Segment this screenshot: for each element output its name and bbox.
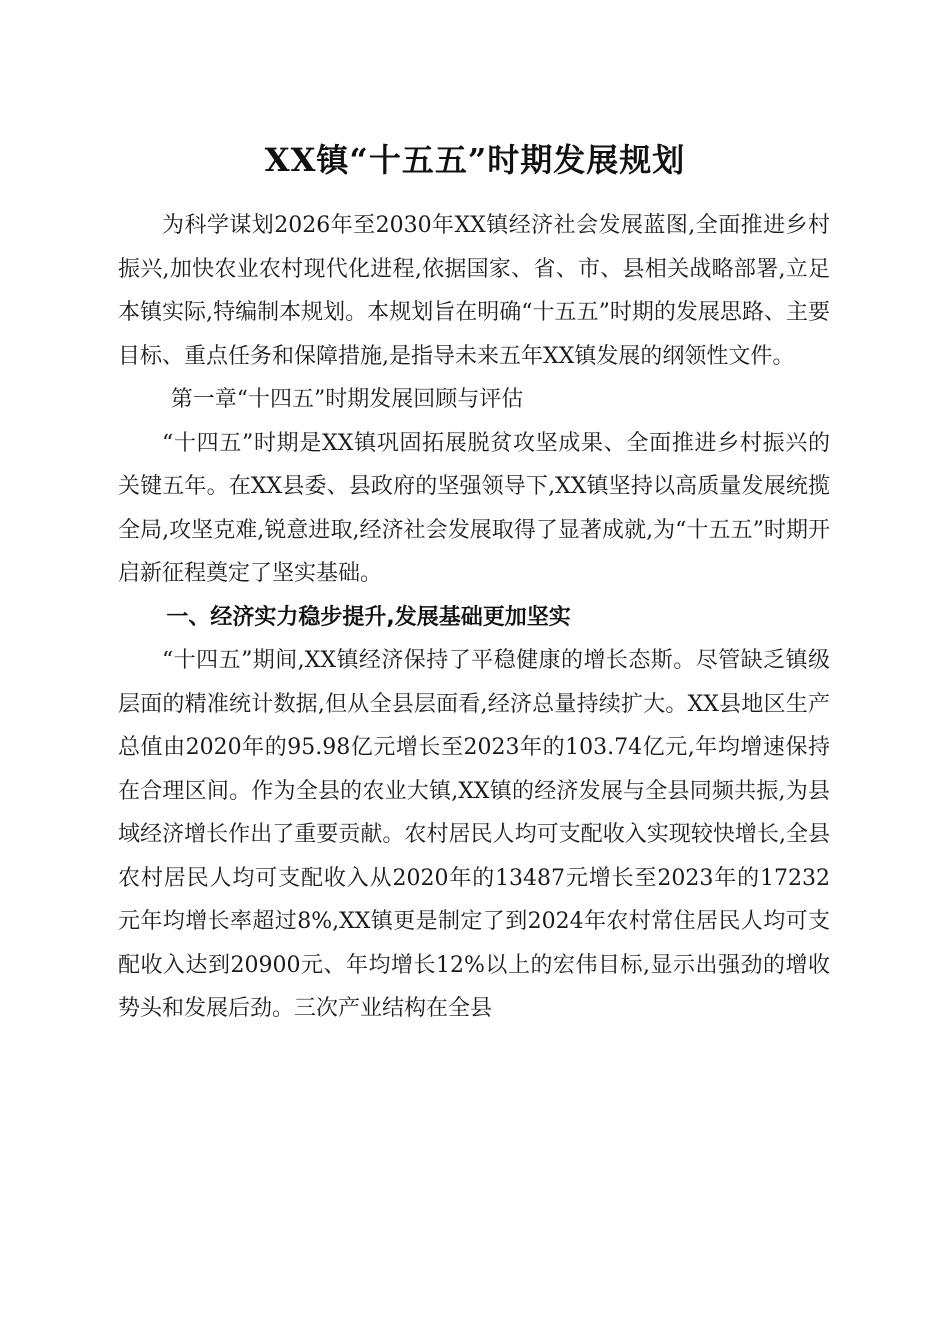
intro-paragraph: 为科学谋划2026年至2030年XX镇经济社会发展蓝图,全面推进乡村振兴,加快农业农村现代化进程,依据国家、省、市、县相关战略部署,立足本镇实际,特编制本规划。本规划旨在明确“十五五”时期的发展思路、主要目标、重点任务和保障措施,是指导未来五年XX镇发展的纲领性文件。: [118, 213, 830, 369]
document-body: [118, 204, 830, 1031]
document-title: XX镇“十五五”时期发展规划: [264, 141, 686, 179]
chapter-paragraph: “十四五”时期是XX镇巩固拓展脱贫攻坚成果、全面推进乡村振兴的关键五年。在XX县委、县政府的坚强领导下,XX镇坚持以高质量发展统揽全局,攻坚克难,锐意进取,经济社会发展取得了显著成就,为“十五五”时期开启新征程奠定了坚实基础。: [118, 430, 830, 586]
section-heading: 一、经济实力稳步提升,发展基础更加坚实: [166, 604, 571, 630]
section-paragraph: “十四五”期间,XX镇经济保持了平稳健康的增长态斯。尽管缺乏镇级层面的精准统计数据,但从全县层面看,经济总量持续扩大。XX县地区生产总值由2020年的95.98亿元增长至2023年的103.74亿元,年均增速保持在合理区间。作为全县的农业大镇,XX镇的经济发展与全县同频共振,为县域经济增长作出了重要贡献。农村居民人均可支配收入实现较快增长,全县农村居民人均可支配收入从2020年的13487元增长至2023年的17232元年均增长率超过8%,XX镇更是制定了到2024年农村常住居民人均可支配收入达到20900元、年均增长12%以上的宏伟目标,显示出强劲的增收势头和发展后劲。三次产业结构在全县: [118, 648, 830, 1021]
chapter-heading: 第一章“十四五”时期发展回顾与评估: [170, 387, 524, 412]
